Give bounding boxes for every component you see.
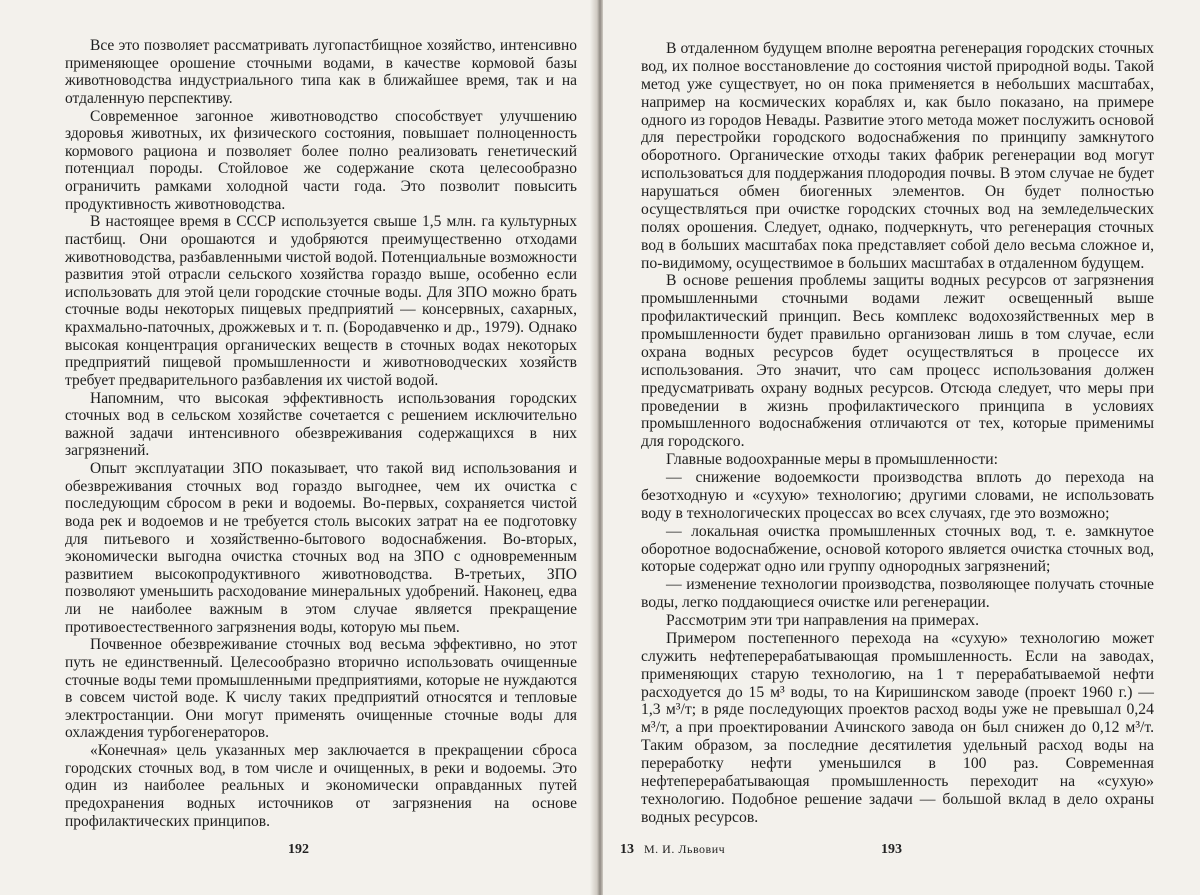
signature-mark bbox=[620, 842, 725, 858]
paragraph: В отдаленном будущем вполне вероятна регенерация городских сточных вод, их полное восстановление до состояния чистой природной воды. Такой метод уже существует, но он пока применяется в небольших масштабах, например на космических кораблях и, как было показано, на примере одного из городов Невады. Развитие этого метода может послужить основой для перестройки городского водоснабжения по принципу замкнутого оборотного. Органические отходы таких фабрик регенерации вод могут использоваться для поддержания плодородия почвы. В этом случае не будет нарушаться обмен биогенных элементов. Он будет полностью осуществляться при очистке городских сточных вод на земледельческих полях орошения. Следует, однако, подчеркнуть, что регенерация сточных вод в больших масштабах пока представляет собой дело весьма сложное и, по-видимому, осуществимое в больших масштабах в отдаленном будущем. bbox=[641, 40, 1154, 272]
page-number-left: 192 bbox=[288, 842, 309, 857]
paragraph: Главные водоохранные меры в промышленности: bbox=[666, 451, 998, 469]
paragraph: Рассмотрим эти три направления на примерах. bbox=[666, 612, 980, 629]
list-item: — снижение водоемкости производства вплоть до перехода на безотходную и «сухую» технологию; другими словами, не использовать воду в технологических процессах во всех случаях, где это возможно; bbox=[641, 469, 1154, 522]
right-page-text bbox=[641, 40, 1154, 827]
left-page-text bbox=[65, 37, 577, 830]
paragraph: Примером постепенного перехода на «сухую» технологию может служить нефтеперерабатывающая промышленность. Если на заводах, применяющих старую технологию, на 1 т перерабатываемой нефти расходуется до 15 м³ воды, то на Киришинском заводе (проект 1960 г.) — 1,3 м³/т; в ряде последующих проектов расход воды уже не превышал 0,24 м³/т, а при проектировании Ачинского завода он был снижен до 0,12 м³/т. Таким образом, за последние десятилетия удельный расход воды на переработку нефти уменьшился в 100 раз. Современная нефтеперерабатывающая промышленность переходит на «сухую» технологию. Подобное решение задачи — большой вклад в дело охраны водных ресурсов. bbox=[641, 629, 1154, 826]
paragraph: Современное загонное животноводство способствует улучшению здоровья животных, их физического состояния, повышает полноценность кормового рациона и позволяет более полно реализовать генетический потенциал породы. Стойловое же содержание скота целесообразно ограничить рамками холодной части года. Это позволит повысить продуктивность животноводства. bbox=[65, 107, 577, 213]
signature-author: М. И. Львович bbox=[644, 842, 726, 856]
signature-number: 13 bbox=[620, 842, 634, 857]
paragraph: Все это позволяет рассматривать лугопастбищное хозяйство, интенсивно применяющее орошение сточными водами, в качестве кормовой базы животноводства индустриального типа как в ближайшее время, так и на отдаленную перспективу. bbox=[65, 37, 577, 107]
paragraph: В настоящее время в СССР используется свыше 1,5 млн. га культурных пастбищ. Они орошаются и удобряются преимущественно отходами животноводства, разбавленными чистой водой. Потенциальные возможности развития этой отрасли сельского хозяйства гораздо выше, особенно если использовать для этой цели городские сточные воды. Для ЗПО можно брать сточные воды некоторых пищевых предприятий — консервных, сахарных, крахмально-паточных, дрожжевых и т. п. (Бородавченко и др., 1979). Однако высокая концентрация органических веществ в сточных водах некоторых предприятий пищевой промышленности и животноводческих хозяйств требует предварительного разбавления их чистой водой. bbox=[65, 213, 577, 389]
paragraph: Опыт эксплуатации ЗПО показывает, что такой вид использования и обезвреживания сточных вод гораздо выгоднее, чем их очистка с последующим сбросом в реки и водоемы. Во-первых, сохраняется чистой вода рек и водоемов и не требуется столь высоких затрат на ее подготовку для питьевого и хозяйственно-бытового водоснабжения. Во-вторых, экономически выгодна очистка сточных вод на ЗПО с одновременным развитием высокопродуктивного животноводства. В-третьих, ЗПО позволяют уменьшить расходование минеральных удобрений. Наконец, едва ли не наиболее важным в этом случае является прекращение противоестественного загрязнения воды, которую мы пьем. bbox=[65, 460, 577, 636]
list-item: — изменение технологии производства, позволяющее получать сточные воды, легко поддающиеся очистке или регенерации. bbox=[641, 576, 1154, 612]
list-item: — локальная очистка промышленных сточных вод, т. е. замкнутое оборотное водоснабжение, основой которого является очистка сточных вод, которые содержат одно или группу однородных загрязнений; bbox=[641, 522, 1154, 576]
paragraph: Напомним, что высокая эффективность использования городских сточных вод в сельском хозяйстве сочетается с решением исключительно важной задачи интенсивного обезвреживания содержащихся в них загрязнений. bbox=[65, 389, 577, 460]
paragraph: В основе решения проблемы защиты водных ресурсов от загрязнения промышленными сточными водами лежит освещенный выше профилактический принцип. Весь комплекс водохозяйственных мер в промышленности будет правильно организован лишь в том случае, если охрана водных ресурсов будет осуществляться в процессе их использования. Это значит, что сам процесс использования должен предусматривать охрану водных ресурсов. Отсюда следует, что меры при проведении в жизнь профилактического принципа в условиях промышленного водоснабжения отличаются от тех, которые применимы для городского. bbox=[641, 272, 1154, 451]
page-number-right: 193 bbox=[881, 842, 902, 857]
right-page bbox=[603, 0, 1200, 895]
left-page bbox=[0, 0, 597, 895]
paragraph: «Конечная» цель указанных мер заключается в прекращении сброса городских сточных вод, в том числе и очищенных, в реки и водоемы. Это один из наиболее реальных и экономически оправданных путей предохранения водных источников от загрязнения на основе профилактических принципов. bbox=[65, 742, 577, 830]
paragraph: Почвенное обезвреживание сточных вод весьма эффективно, но этот путь не единственный. Целесообразно вторично использовать очищенные сточные воды теми промышленными предприятиями, которые не нуждаются в совсем чистой воде. К числу таких предприятий относятся и тепловые электростанции. Они могут применять очищенные сточные воды для охлаждения турбогенераторов. bbox=[65, 636, 577, 742]
